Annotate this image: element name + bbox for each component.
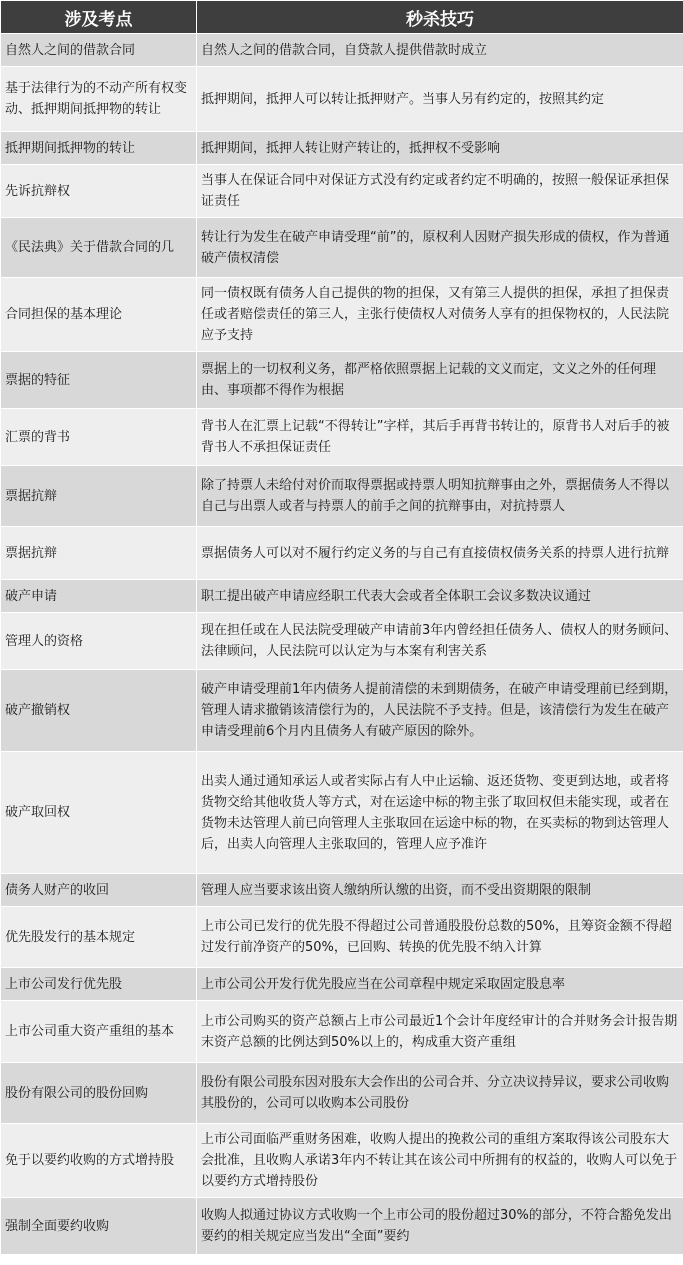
tip-cell: 票据债务人可以对不履行约定义务的与自己有直接债权债务关系的持票人进行抗辩 bbox=[197, 527, 683, 580]
topic-cell: 《民法典》关于借款合同的几 bbox=[1, 218, 197, 278]
tip-cell: 票据上的一切权利义务，都严格依照票据上记载的文义而定，文义之外的任何理由、事项都不得作为根据 bbox=[197, 352, 683, 409]
topic-cell: 汇票的背书 bbox=[1, 409, 197, 466]
topic-cell: 合同担保的基本理论 bbox=[1, 278, 197, 352]
table-row bbox=[1, 1063, 683, 1124]
topic-cell: 基于法律行为的不动产所有权变动、抵押期间抵押物的转让 bbox=[1, 67, 197, 132]
topic-cell: 强制全面要约收购 bbox=[1, 1198, 197, 1255]
table-row bbox=[1, 874, 683, 907]
table-row bbox=[1, 580, 683, 613]
tip-cell: 管理人应当要求该出资人缴纳所认缴的出资，而不受出资期限的限制 bbox=[197, 874, 683, 907]
tip-cell: 上市公司购买的资产总额占上市公司最近1个会计年度经审计的合并财务会计报告期末资产总额的比例达到50%以上的，构成重大资产重组 bbox=[197, 1001, 683, 1063]
header-tip: 秒杀技巧 bbox=[197, 1, 683, 34]
tip-cell: 当事人在保证合同中对保证方式没有约定或者约定不明确的，按照一般保证承担保证责任 bbox=[197, 165, 683, 218]
topic-cell: 票据抗辩 bbox=[1, 466, 197, 527]
topic-cell: 抵押期间抵押物的转让 bbox=[1, 132, 197, 165]
table-header-row bbox=[1, 1, 683, 34]
tip-cell: 股份有限公司股东因对股东大会作出的公司合并、分立决议持异议，要求公司收购其股份的，公司可以收购本公司股份 bbox=[197, 1063, 683, 1124]
table-row bbox=[1, 752, 683, 874]
table-row bbox=[1, 613, 683, 670]
topic-cell: 股份有限公司的股份回购 bbox=[1, 1063, 197, 1124]
tip-cell: 出卖人通过通知承运人或者实际占有人中止运输、返还货物、变更到达地，或者将货物交给其他收货人等方式，对在运途中标的物主张了取回权但未能实现，或者在货物未达管理人前已向管理人主张取回在运途中标的物，在买卖标的物到达管理人后，出卖人向管理人主张取回的，管理人应予准许 bbox=[197, 752, 683, 874]
table-row bbox=[1, 34, 683, 67]
tip-cell: 背书人在汇票上记载“不得转让”字样，其后手再背书转让的，原背书人对后手的被背书人不承担保证责任 bbox=[197, 409, 683, 466]
tip-cell: 同一债权既有债务人自己提供的物的担保，又有第三人提供的担保，承担了担保责任或者赔偿责任的第三人，主张行使债权人对债务人享有的担保物权的，人民法院应予支持 bbox=[197, 278, 683, 352]
tip-cell: 上市公司面临严重财务困难，收购人提出的挽救公司的重组方案取得该公司股东大会批准，且收购人承诺3年内不转让其在该公司中所拥有的权益的，收购人可以免于以要约方式增持股份 bbox=[197, 1124, 683, 1198]
topic-cell: 破产申请 bbox=[1, 580, 197, 613]
tip-cell: 自然人之间的借款合同，自贷款人提供借款时成立 bbox=[197, 34, 683, 67]
tip-cell: 除了持票人未给付对价而取得票据或持票人明知抗辩事由之外，票据债务人不得以自己与出票人或者与持票人的前手之间的抗辩事由，对抗持票人 bbox=[197, 466, 683, 527]
table-row bbox=[1, 165, 683, 218]
table-row bbox=[1, 278, 683, 352]
topic-cell: 上市公司重大资产重组的基本 bbox=[1, 1001, 197, 1063]
tip-cell: 转让行为发生在破产申请受理“前”的，原权利人因财产损失形成的债权，作为普通破产债权清偿 bbox=[197, 218, 683, 278]
topic-cell: 自然人之间的借款合同 bbox=[1, 34, 197, 67]
table-row bbox=[1, 409, 683, 466]
topic-cell: 票据抗辩 bbox=[1, 527, 197, 580]
tip-cell: 抵押期间，抵押人转让财产转让的，抵押权不受影响 bbox=[197, 132, 683, 165]
table-row bbox=[1, 907, 683, 968]
table-row bbox=[1, 466, 683, 527]
tip-cell: 破产申请受理前1年内债务人提前清偿的未到期债务，在破产申请受理前已经到期，管理人请求撤销该清偿行为的，人民法院不予支持。但是，该清偿行为发生在破产申请受理前6个月内且债务人有破产原因的除外。 bbox=[197, 670, 683, 752]
topic-cell: 破产撤销权 bbox=[1, 670, 197, 752]
table-row bbox=[1, 1124, 683, 1198]
tip-cell: 上市公司已发行的优先股不得超过公司普通股股份总数的50%，且筹资金额不得超过发行前净资产的50%，已回购、转换的优先股不纳入计算 bbox=[197, 907, 683, 968]
tip-cell: 现在担任或在人民法院受理破产申请前3年内曾经担任债务人、债权人的财务顾问、法律顾问，人民法院可以认定为与本案有利害关系 bbox=[197, 613, 683, 670]
table-row bbox=[1, 352, 683, 409]
table-row bbox=[1, 218, 683, 278]
header-topic: 涉及考点 bbox=[1, 1, 197, 34]
topic-cell: 破产取回权 bbox=[1, 752, 197, 874]
topic-cell: 管理人的资格 bbox=[1, 613, 197, 670]
table-row bbox=[1, 968, 683, 1001]
table-row bbox=[1, 132, 683, 165]
tip-cell: 职工提出破产申请应经职工代表大会或者全体职工会议多数决议通过 bbox=[197, 580, 683, 613]
table-row bbox=[1, 527, 683, 580]
topic-cell: 优先股发行的基本规定 bbox=[1, 907, 197, 968]
topic-cell: 票据的特征 bbox=[1, 352, 197, 409]
tip-cell: 收购人拟通过协议方式收购一个上市公司的股份超过30%的部分，不符合豁免发出要约的相关规定应当发出“全面”要约 bbox=[197, 1198, 683, 1255]
topic-cell: 债务人财产的收回 bbox=[1, 874, 197, 907]
table-row bbox=[1, 1001, 683, 1063]
tip-cell: 抵押期间，抵押人可以转让抵押财产。当事人另有约定的，按照其约定 bbox=[197, 67, 683, 132]
table-row bbox=[1, 1198, 683, 1255]
table-row bbox=[1, 670, 683, 752]
topic-cell: 先诉抗辩权 bbox=[1, 165, 197, 218]
topic-cell: 免于以要约收购的方式增持股 bbox=[1, 1124, 197, 1198]
topic-cell: 上市公司发行优先股 bbox=[1, 968, 197, 1001]
tip-cell: 上市公司公开发行优先股应当在公司章程中规定采取固定股息率 bbox=[197, 968, 683, 1001]
table-row bbox=[1, 67, 683, 132]
